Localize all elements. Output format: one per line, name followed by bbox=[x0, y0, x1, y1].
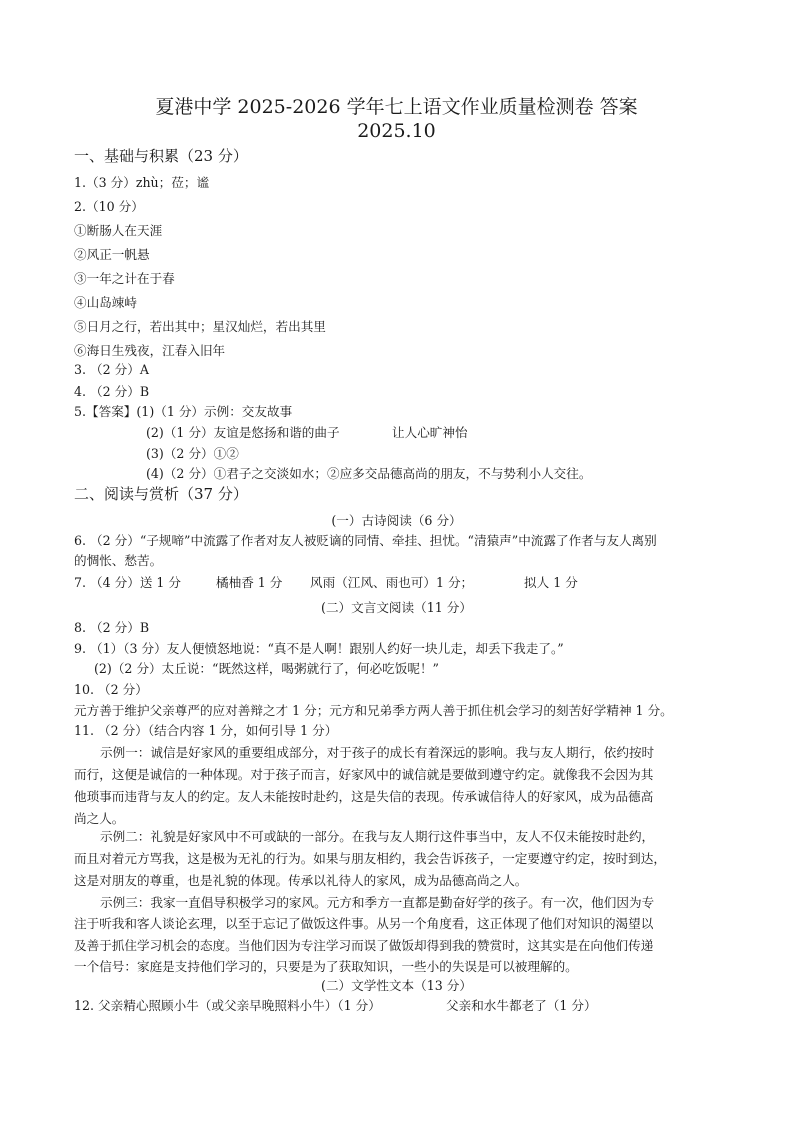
example-2-line-1: 示例二：礼貌是好家风中不可或缺的一部分。在我与友人期行这件事当中，友人不仅未能按时赴约， bbox=[100, 829, 655, 844]
example-3-line-3: 及善于抓住学习机会的态度。当他们因为专注学习而误了做饭却得到我的赞赏时，这其实是在向他们传递 bbox=[74, 938, 654, 953]
answer-q5-part-2: (2)（1 分）友谊是悠扬和谐的曲子 bbox=[146, 425, 340, 440]
example-3-line-4: 一个信号：家庭是支持他们学习的，只要是为了获取知识，一些小的失误是可以被理解的。 bbox=[74, 959, 578, 974]
document-date: 2025.10 bbox=[357, 120, 436, 142]
answer-q2-item-3: ③一年之计在于春 bbox=[74, 271, 175, 286]
example-1-line-4: 尚之人。 bbox=[74, 811, 125, 826]
example-1-line-3: 他琐事而违背与友人的约定。友人未能按时赴约，这是失信的表现。传承诚信待人的好家风，成为品德高 bbox=[74, 789, 654, 804]
answer-q7-part-1: 7. （4 分）送 1 分 bbox=[74, 575, 182, 590]
answer-q2-item-6: ⑥海日生残夜，江春入旧年 bbox=[74, 343, 226, 358]
answer-q5-part-1: 5.【答案】(1)（1 分）示例：交友故事 bbox=[74, 404, 293, 419]
example-1-line-2: 而行，这便是诚信的一种体现。对于孩子而言，好家风中的诚信就是要做到遵守约定。就像我不会因为其 bbox=[74, 767, 654, 782]
answer-q7-part-4: 拟人 1 分 bbox=[524, 575, 578, 590]
answer-q2-item-2: ②风正一帆悬 bbox=[74, 247, 150, 262]
answer-q5-part-4: (4)（2 分）①君子之交淡如水；②应多交品德高尚的朋友，不与势利小人交往。 bbox=[146, 466, 592, 481]
answer-q10-text: 元方善于维护父亲尊严的应对善辩之才 1 分；元方和兄弟季方两人善于抓住机会学习的刻苦好学精神 1 分。 bbox=[74, 703, 673, 718]
answer-q11: 11. （2 分）（结合内容 1 分，如何引导 1 分） bbox=[74, 723, 338, 738]
example-2-line-3: 这是对朋友的尊重，也是礼貌的体现。传承以礼待人的家风，成为品德高尚之人。 bbox=[74, 873, 528, 888]
example-3-line-1: 示例三：我家一直倡导积极学习的家风。元方和季方一直都是勤奋好学的孩子。有一次，他们因为专 bbox=[100, 895, 655, 910]
answer-q6-line-1: 6. （2 分）“子规啼”中流露了作者对友人被贬谪的同情、牵挂、担忧。“清猿声”中流露了作者与友人离别 bbox=[74, 533, 657, 548]
subsection-poetry-heading: (一）古诗阅读（6 分） bbox=[331, 513, 462, 528]
answer-q12-part-2: 父亲和水牛都老了（1 分） bbox=[446, 998, 597, 1013]
subsection-classical-heading: (二）文言文阅读（11 分） bbox=[321, 600, 472, 615]
example-2-line-2: 而且对着元方骂我，这是极为无礼的行为。如果与朋友相约，我会告诉孩子，一定要遵守约定，按时到达， bbox=[74, 851, 666, 866]
example-3-line-2: 注于听我和客人谈论玄理，以至于忘记了做饭这件事。从另一个角度看，这正体现了他们对知识的渴望以 bbox=[74, 916, 654, 931]
answer-q12-part-1: 12. 父亲精心照顾小牛（或父亲早晚照料小牛）（1 分） bbox=[74, 998, 381, 1013]
answer-q5-part-2-second: 让人心旷神怡 bbox=[392, 425, 468, 440]
answer-q2-item-4: ④山岛竦峙 bbox=[74, 295, 137, 310]
answer-q2-item-1: ①断肠人在天涯 bbox=[74, 223, 163, 238]
answer-q9-part-2: (2)（2 分）太丘说：“既然这样，喝粥就行了，何必吃饭呢！” bbox=[94, 661, 439, 676]
answer-q6-line-2: 的惆怅、愁苦。 bbox=[74, 553, 163, 568]
answer-q10: 10. （2 分） bbox=[74, 682, 148, 697]
answer-q7-part-2: 橘柚香 1 分 bbox=[216, 575, 283, 590]
answer-q3: 3. （2 分）A bbox=[74, 362, 149, 377]
subsection-literary-heading: (二）文学性文本（13 分） bbox=[321, 978, 472, 993]
answer-q4: 4. （2 分）B bbox=[74, 384, 150, 399]
example-1-line-1: 示例一：诚信是好家风的重要组成部分，对于孩子的成长有着深远的影响。我与友人期行，依约按时 bbox=[100, 745, 655, 760]
answer-q2: 2.（10 分） bbox=[74, 199, 144, 214]
answer-q7-part-3: 风雨（江风、雨也可）1 分； bbox=[310, 575, 474, 590]
section-2-heading: 二、阅读与赏析（37 分） bbox=[74, 485, 248, 503]
section-1-heading: 一、基础与积累（23 分） bbox=[74, 147, 248, 165]
document-title: 夏港中学 2025-2026 学年七上语文作业质量检测卷 答案 bbox=[155, 96, 638, 118]
answer-q8: 8. （2 分）B bbox=[74, 620, 150, 635]
answer-q2-item-5: ⑤日月之行，若出其中；星汉灿烂，若出其里 bbox=[74, 319, 326, 334]
answer-q9-part-1: 9. （1）（3 分）友人便愤怒地说：“真不是人啊！跟别人约好一块儿走，却丢下我走了。” bbox=[74, 641, 564, 656]
answer-q5-part-3: (3)（2 分）①② bbox=[146, 446, 239, 461]
answer-q1: 1.（3 分）zhù；莅；谧 bbox=[74, 175, 210, 190]
